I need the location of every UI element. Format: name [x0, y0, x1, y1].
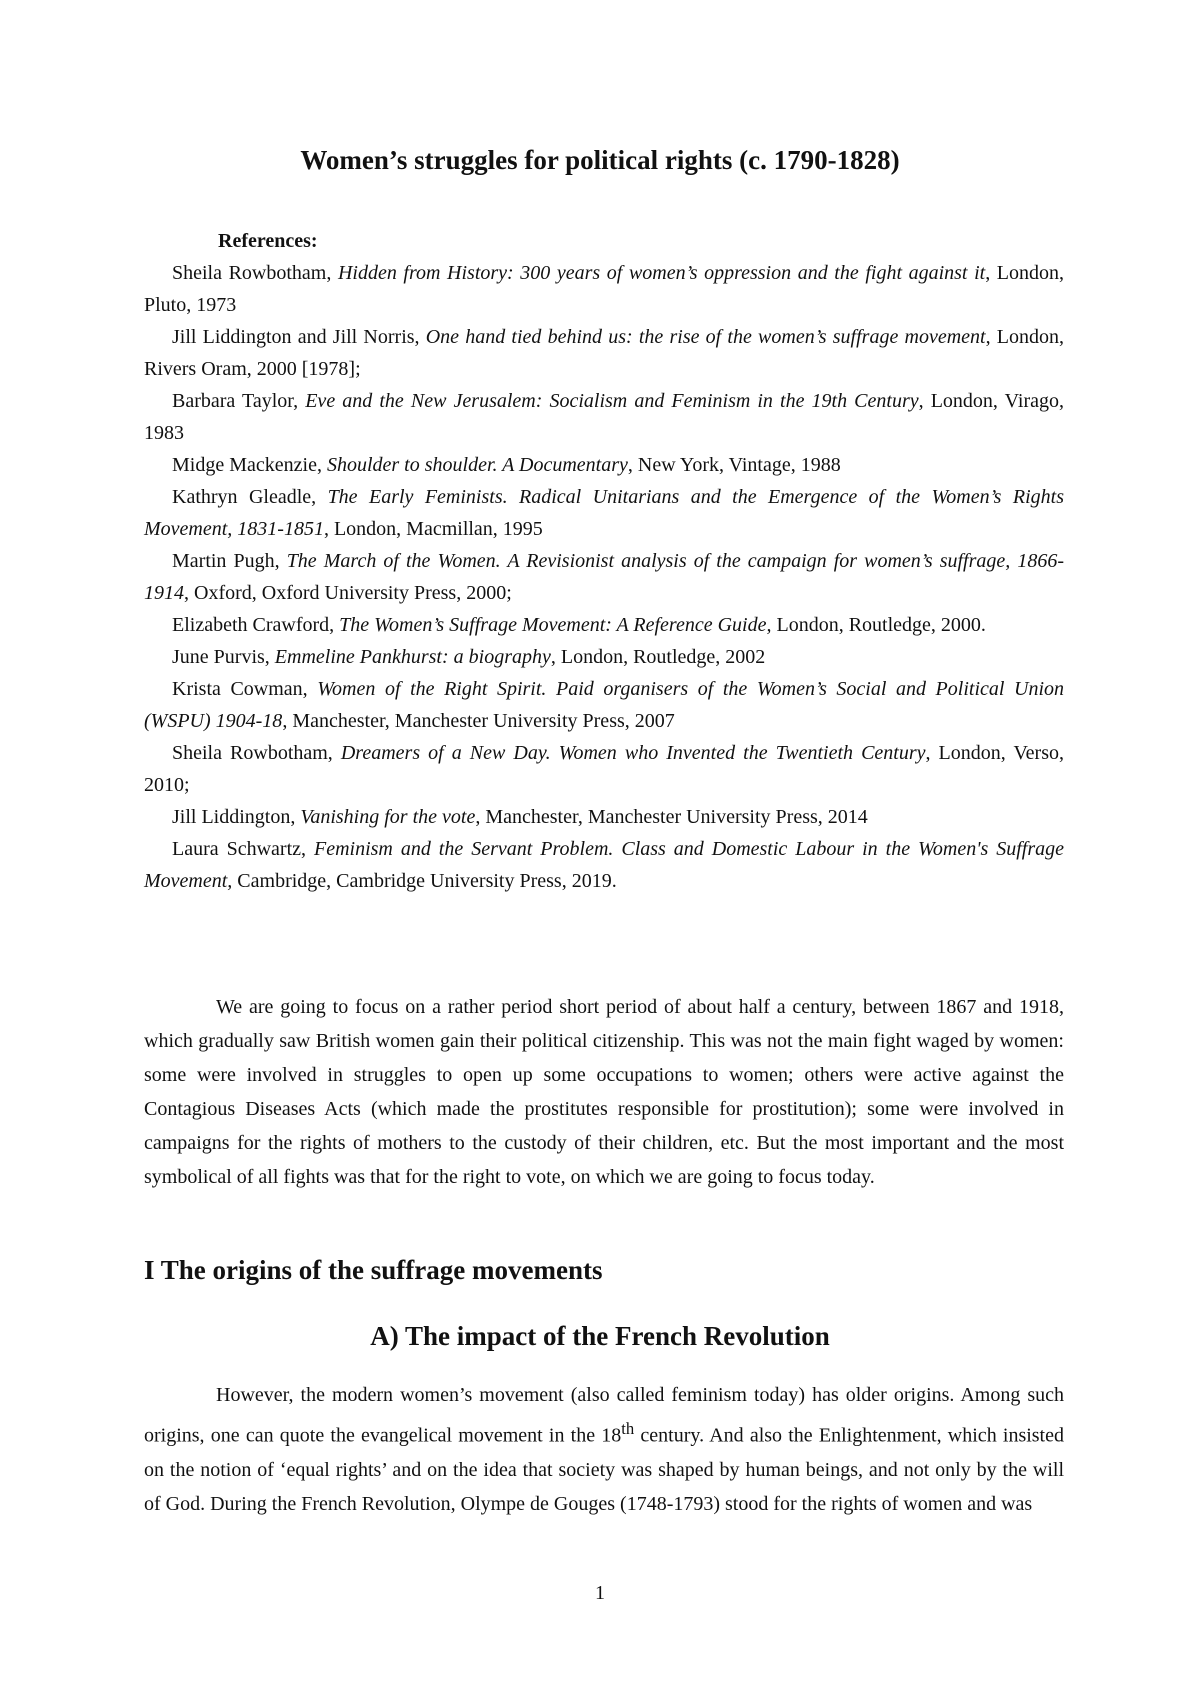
reference-item: Barbara Taylor, Eve and the New Jerusalem: Socialism and Feminism in the 19th Century, London, Virago, 1983	[144, 390, 1064, 444]
references-list	[144, 257, 1064, 897]
references-section	[144, 225, 1064, 897]
reference-item: Elizabeth Crawford, The Women’s Suffrage Movement: A Reference Guide, London, Routledge, 2000.	[172, 614, 986, 636]
reference-item: Sheila Rowbotham, Dreamers of a New Day. Women who Invented the Twentieth Century, London, Verso, 2010;	[144, 742, 1064, 796]
reference-item: June Purvis, Emmeline Pankhurst: a biography, London, Routledge, 2002	[172, 646, 766, 668]
reference-item: Jill Liddington, Vanishing for the vote, Manchester, Manchester University Press, 2014	[172, 806, 868, 828]
reference-item: Martin Pugh, The March of the Women. A Revisionist analysis of the campaign for women’s suffrage, 1866-1914, Oxford, Oxford University Press, 2000;	[144, 550, 1064, 604]
reference-item: Kathryn Gleadle, The Early Feminists. Radical Unitarians and the Emergence of the Women’s Rights Movement, 1831-1851, London, Macmillan, 1995	[144, 486, 1064, 540]
reference-item: Krista Cowman, Women of the Right Spirit. Paid organisers of the Women’s Social and Political Union (WSPU) 1904-18, Manchester, Manchester University Press, 2007	[144, 678, 1064, 732]
section-heading: I The origins of the suffrage movements	[144, 1255, 603, 1285]
reference-item: Laura Schwartz, Feminism and the Servant Problem. Class and Domestic Labour in the Women's Suffrage Movement, Cambridge, Cambridge University Press, 2019.	[144, 838, 1064, 892]
references-heading: References:	[218, 230, 318, 252]
intro-paragraph: We are going to focus on a rather period short period of about half a century, between 1867 and 1918, which gradually saw British women gain their political citizenship. This was not the main fight waged by women: some were involved in struggles to open up some occupations to women; others were active against the Contagious Diseases Acts (which made the prostitutes responsible for prostitution); some were involved in campaigns for the rights of mothers to the custody of their children, etc. But the most important and the most symbolical of all fights was that for the right to vote, on which we are going to focus today.	[144, 996, 1064, 1188]
page-number: 1	[595, 1582, 605, 1604]
reference-item: Sheila Rowbotham, Hidden from History: 300 years of women’s oppression and the fight against it, London, Pluto, 1973	[144, 262, 1065, 316]
document-title: Women’s struggles for political rights (c. 1790-1828)	[300, 145, 900, 175]
reference-item: Midge Mackenzie, Shoulder to shoulder. A Documentary, New York, Vintage, 1988	[172, 454, 841, 476]
reference-item: Jill Liddington and Jill Norris, One hand tied behind us: the rise of the women’s suffrage movement, London, Rivers Oram, 2000 [1978];	[144, 326, 1064, 380]
superscript: th	[621, 1419, 635, 1438]
body-paragraph: However, the modern women’s movement (also called feminism today) has older origins. Among such origins, one can quote the evangelical movement in the 18th century. And also the Enlightenment, which insisted on the notion of ‘equal rights’ and on the idea that society was shaped by human beings, and not only by the will of God. During the French Revolution, Olympe de Gouges (1748-1793) stood for the rights of women and was	[144, 1384, 1064, 1515]
subsection-heading: A) The impact of the French Revolution	[370, 1321, 830, 1351]
